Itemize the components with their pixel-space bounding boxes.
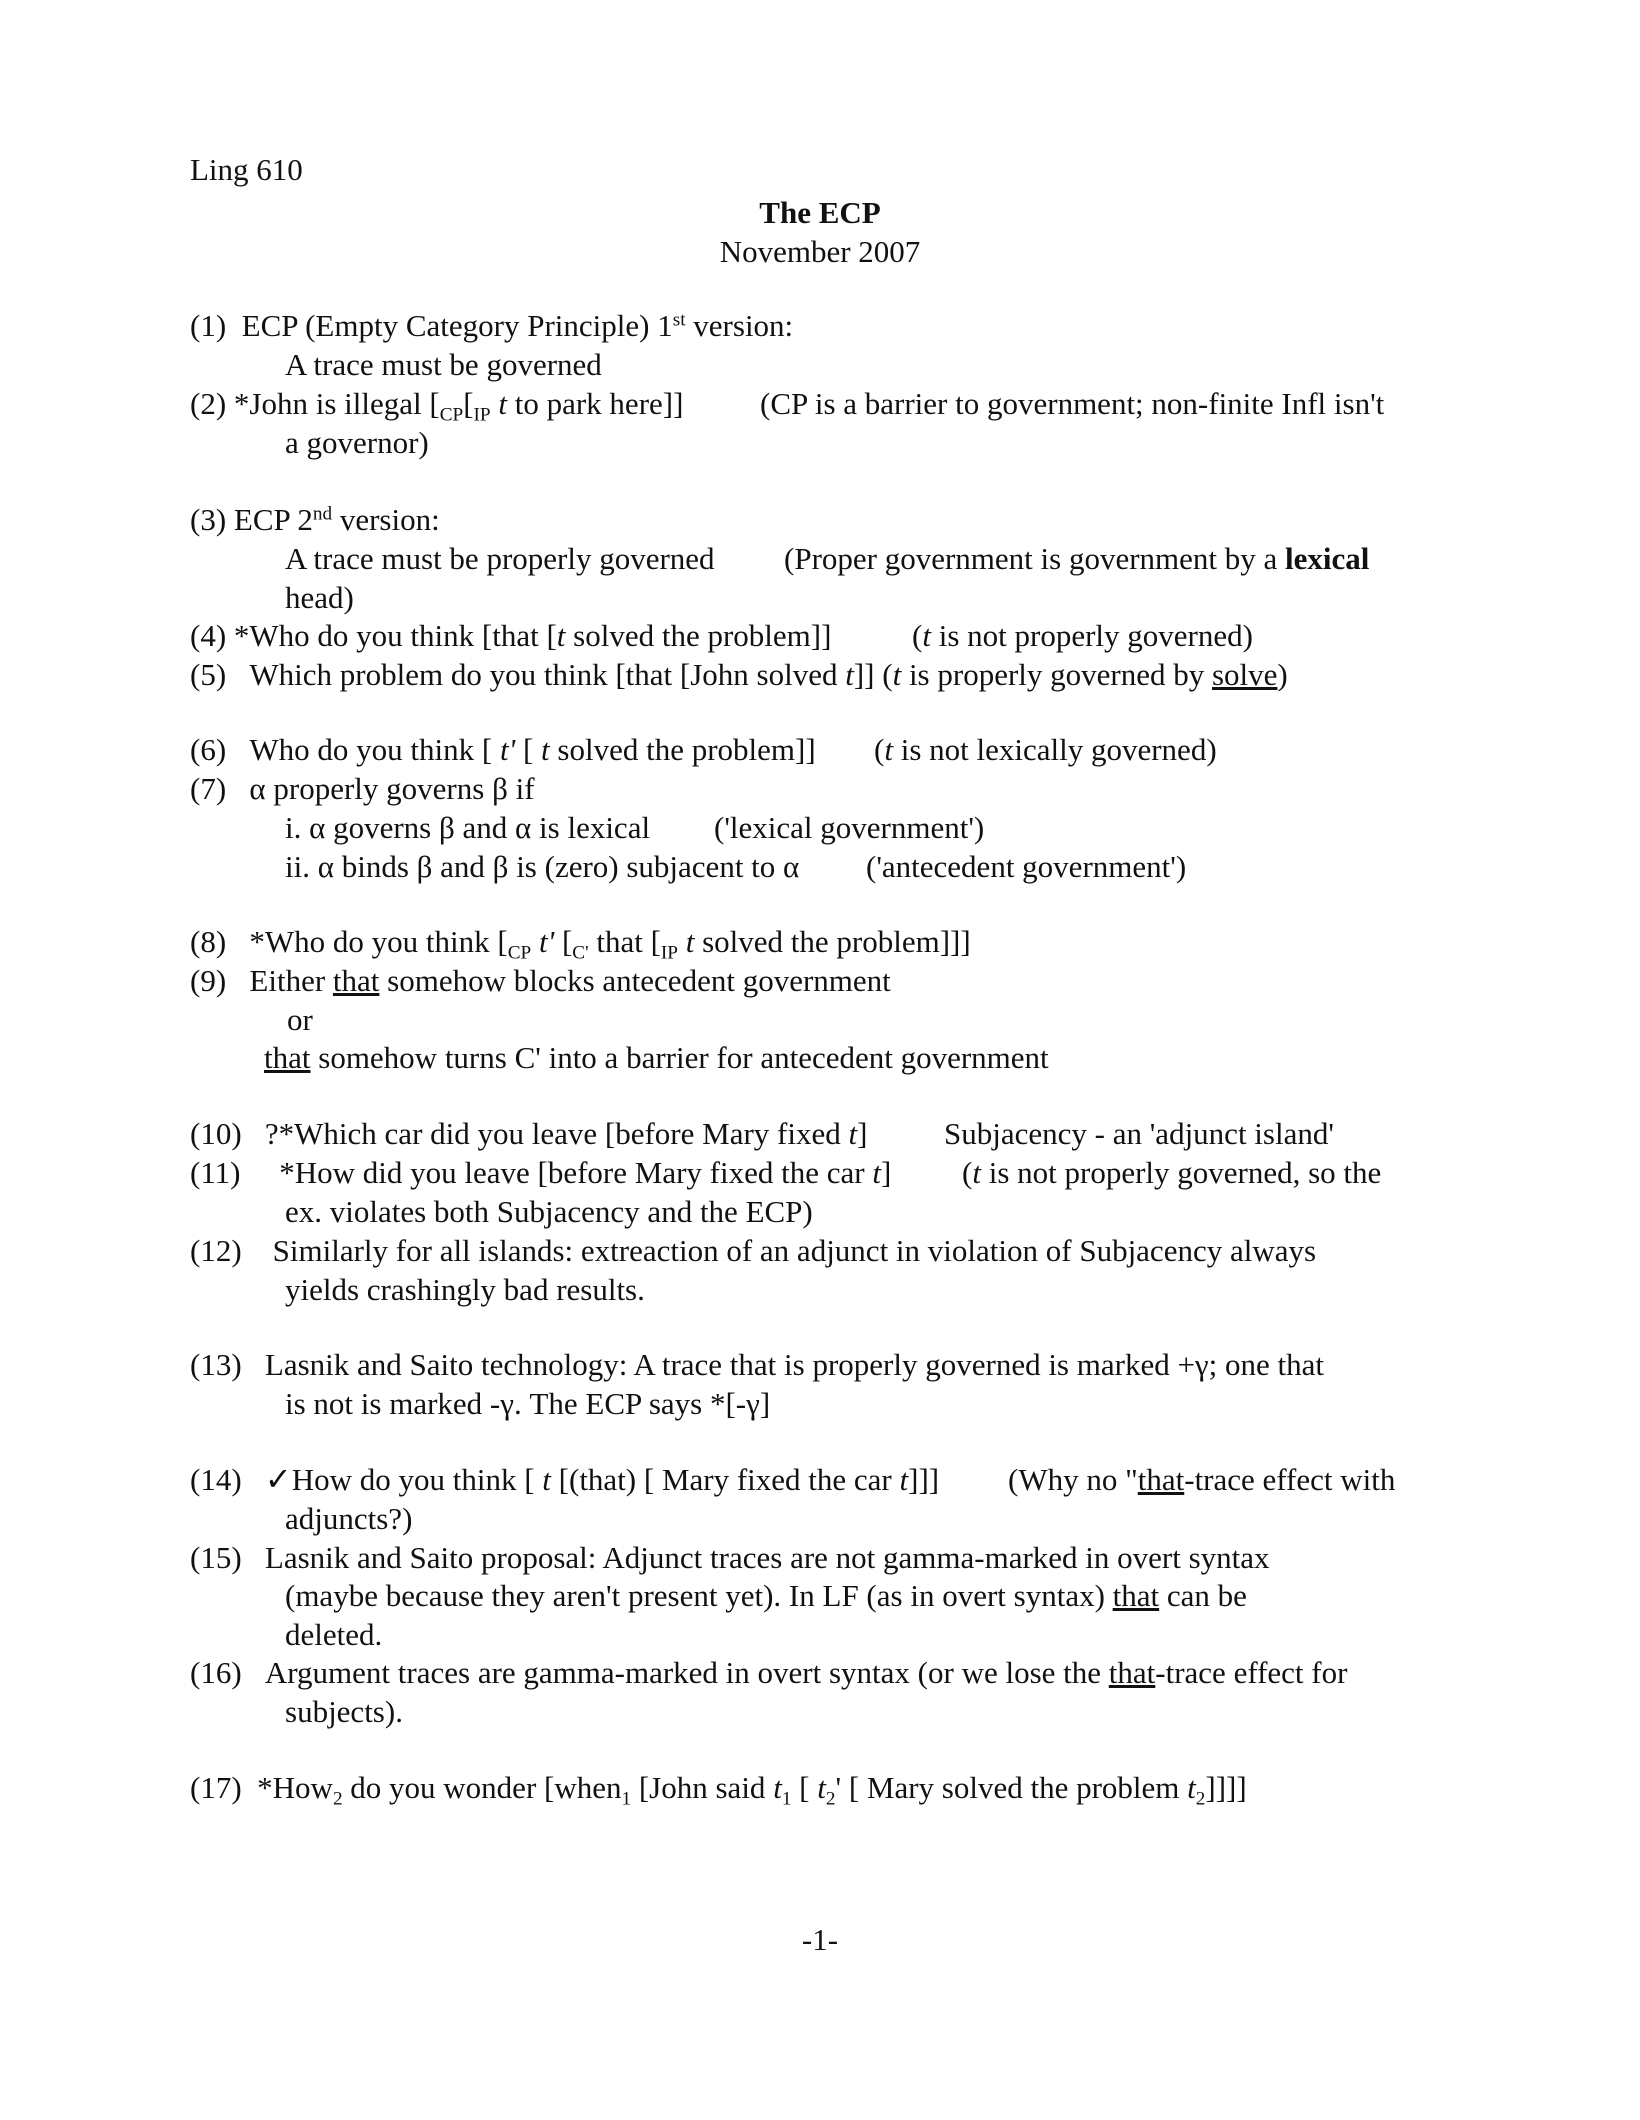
item-16-line-1: (16) Argument traces are gamma-marked in overt syntax (or we lose the that-trace effect for <box>190 1655 1348 1690</box>
item-6-line-1: (6) Who do you think [ t' [ t solved the problem]] <box>190 732 816 767</box>
item-2-note: (CP is a barrier to government; non-finite Infl isn't <box>760 386 1385 421</box>
page-number: -1- <box>801 1922 839 1957</box>
item-16-line-2: subjects). <box>285 1694 403 1729</box>
item-5-line-1: (5) Which problem do you think [that [John solved t]] (t is properly governed by solve) <box>190 657 1288 692</box>
item-9-or: or <box>287 1002 313 1037</box>
item-7-line-2a: i. α governs β and α is lexical <box>285 810 651 845</box>
item-3-line-2b: (Proper government is government by a lexical <box>784 541 1370 576</box>
item-2-line-1: (2) *John is illegal [$_{CP}[_{IP}$ t to park here]] <box>190 386 684 426</box>
item-3-line-3: head) <box>285 580 354 615</box>
item-7-line-2b: ('lexical government') <box>714 810 985 845</box>
item-4-line-1: (4) *Who do you think [that [t solved the problem]] <box>190 618 832 653</box>
item-1-line-2: A trace must be governed <box>285 347 602 382</box>
item-9-line-1: (9) Either that somehow blocks antecedent government <box>190 963 891 998</box>
item-13-line-2: is not is marked -γ. The ECP says *[-γ] <box>285 1386 771 1421</box>
item-1-line-1: (1) ECP (Empty Category Principle) 1st version: <box>190 308 794 343</box>
course-label: Ling 610 <box>190 152 303 187</box>
item-7-line-3a: ii. α binds β and β is (zero) subjacent to α <box>285 849 800 884</box>
item-15-line-1: (15) Lasnik and Saito proposal: Adjunct traces are not gamma-marked in overt syntax <box>190 1540 1270 1575</box>
item-7-line-1: (7) α properly governs β if <box>190 771 535 806</box>
item-14-line-1: (14) ✓How do you think [ t [(that) [ Mary fixed the car t]]] <box>190 1460 940 1498</box>
item-17-line-1: (17) *How$_2$ do you wonder [when$_1$ [John said $t_1$ [ $t_2'$ [ Mary solved the problem $t_2$]]]] <box>190 1770 1247 1810</box>
check-icon: ✓ <box>264 1460 292 1498</box>
item-3-line-1: (3) ECP 2nd version: <box>190 502 440 537</box>
item-10-note: Subjacency - an 'adjunct island' <box>944 1116 1334 1151</box>
item-7-line-3b: ('antecedent government') <box>866 849 1187 884</box>
item-4-note: (t is not properly governed) <box>912 618 1253 653</box>
item-15-line-2: (maybe because they aren't present yet). In LF (as in overt syntax) that can be <box>285 1578 1247 1613</box>
item-14-line-2: adjuncts?) <box>285 1501 413 1536</box>
item-6-note: (t is not lexically governed) <box>874 732 1217 767</box>
item-10-line-1: (10) ?*Which car did you leave [before Mary fixed t] <box>190 1116 868 1151</box>
item-12-line-1: (12) Similarly for all islands: extreaction of an adjunct in violation of Subjacency always <box>190 1233 1317 1268</box>
item-11-line-2: ex. violates both Subjacency and the ECP) <box>285 1194 813 1229</box>
page-date: November 2007 <box>719 234 921 269</box>
item-15-line-3: deleted. <box>285 1617 383 1652</box>
item-13-line-1: (13) Lasnik and Saito technology: A trace that is properly governed is marked +γ; one that <box>190 1347 1324 1382</box>
item-2-line-2: a governor) <box>285 425 429 460</box>
item-8-line-1: (8) *Who do you think [$_{CP}$ t' [$_{C'}$ that [$_{IP}$ t solved the problem]]] <box>190 924 971 964</box>
item-12-line-2: yields crashingly bad results. <box>285 1272 645 1307</box>
item-11-line-1: (11) *How did you leave [before Mary fixed the car t] <box>190 1155 892 1190</box>
page-title: The ECP <box>759 195 881 230</box>
item-9-line-3: that somehow turns C' into a barrier for antecedent government <box>264 1040 1049 1075</box>
item-11-note: (t is not properly governed, so the <box>962 1155 1382 1190</box>
item-3-line-2a: A trace must be properly governed <box>285 541 715 576</box>
item-14-note: (Why no "that-trace effect with <box>1008 1462 1396 1497</box>
